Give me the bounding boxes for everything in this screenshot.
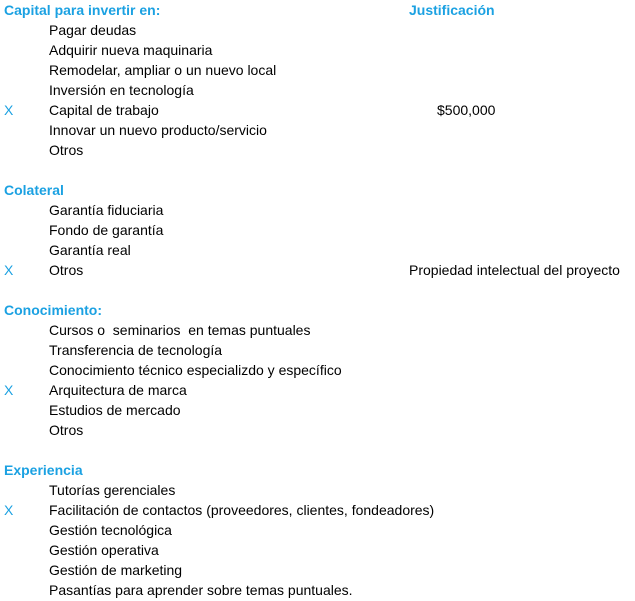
item-label: Otros [49,142,84,158]
list-item [0,120,635,140]
selection-mark: X [4,262,14,278]
item-label: Gestión de marketing [49,562,183,578]
item-label: Fondo de garantía [49,222,164,238]
list-item [0,200,635,220]
list-item [0,360,635,380]
list-item [0,400,635,420]
list-item [0,40,635,60]
list-item [0,320,635,340]
list-item [0,420,635,440]
item-label: Gestión operativa [49,542,159,558]
item-label: Otros [49,262,84,278]
item-label: Pasantías para aprender sobre temas puntuales. [49,582,353,598]
list-item [0,260,635,280]
item-label: Tutorías gerenciales [49,482,176,498]
justification-text: Propiedad intelectual del proyecto [409,262,620,278]
selection-mark: X [4,502,14,518]
section-title-colateral: Colateral [4,182,64,198]
list-item [0,520,635,540]
list-item [0,80,635,100]
item-label: Otros [49,422,84,438]
list-item [0,380,635,400]
item-label: Innovar un nuevo producto/servicio [49,122,267,138]
list-item [0,560,635,580]
item-label: Garantía real [49,242,131,258]
item-label: Pagar deudas [49,22,137,38]
list-item [0,580,635,600]
item-label: Estudios de mercado [49,402,181,418]
item-label: Conocimiento técnico especializdo y específico [49,362,342,378]
section-title-capital: Capital para invertir en: [4,2,161,18]
item-label: Remodelar, ampliar o un nuevo local [49,62,277,78]
list-item [0,100,635,120]
item-label: Inversión en tecnología [49,82,194,98]
item-label: Arquitectura de marca [49,382,187,398]
item-label: Transferencia de tecnología [49,342,223,358]
justification-value: $500,000 [437,102,496,118]
section-title-conocimiento: Conocimiento: [4,302,102,318]
item-label: Facilitación de contactos (proveedores, clientes, fondeadores) [49,502,435,518]
list-item [0,540,635,560]
list-item [0,140,635,160]
item-label: Garantía fiduciaria [49,202,164,218]
item-label: Gestión tecnológica [49,522,172,538]
item-label: Cursos o seminarios en temas puntuales [49,322,311,338]
section-title-experiencia: Experiencia [4,462,83,478]
item-label: Adquirir nueva maquinaria [49,42,213,58]
list-item [0,240,635,260]
list-item [0,340,635,360]
selection-mark: X [4,102,14,118]
list-item [0,480,635,500]
list-item [0,20,635,40]
list-item [0,220,635,240]
justification-header: Justificación [409,2,495,18]
list-item [0,60,635,80]
list-item [0,500,635,520]
item-label: Capital de trabajo [49,102,159,118]
selection-mark: X [4,382,14,398]
